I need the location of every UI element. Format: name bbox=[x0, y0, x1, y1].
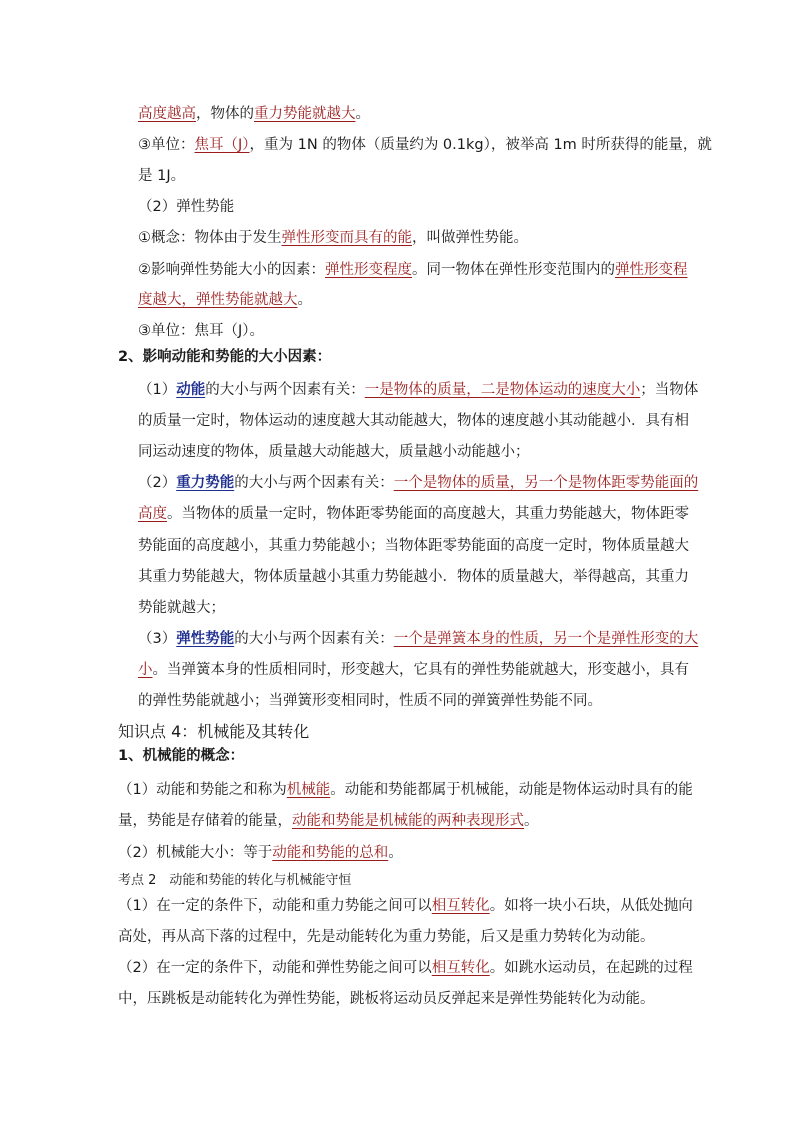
text-segment: （1） bbox=[138, 382, 177, 398]
text-segment: （2）弹性势能 bbox=[138, 199, 235, 215]
key-term: 弹性形变程 bbox=[615, 262, 688, 278]
key-term: 高度越高 bbox=[138, 106, 196, 122]
text-segment: （1）在一定的条件下，动能和重力势能之间可以 bbox=[118, 898, 432, 914]
text-line bbox=[138, 260, 688, 280]
text-segment: 。 bbox=[297, 292, 312, 308]
key-term: 小 bbox=[138, 662, 153, 678]
text-segment: 。 bbox=[355, 106, 370, 122]
text-line bbox=[118, 989, 655, 1009]
text-line bbox=[138, 504, 689, 524]
text-line bbox=[138, 104, 370, 124]
text-line bbox=[138, 290, 312, 310]
text-segment: 势能就越大； bbox=[138, 600, 225, 616]
text-line bbox=[138, 691, 602, 711]
text-segment: （3） bbox=[138, 631, 177, 647]
text-line bbox=[138, 166, 185, 186]
text-line bbox=[118, 927, 655, 947]
key-term: 焦耳（J） bbox=[194, 137, 250, 153]
key-term: 相互转化 bbox=[431, 898, 490, 914]
text-segment: （2） bbox=[138, 475, 177, 491]
text-segment: 。如跳水运动员，在起跳的过程 bbox=[489, 960, 693, 976]
text-segment: 。动能和势能都属于机械能，动能是物体运动时具有的能 bbox=[330, 782, 693, 798]
text-segment: 势能面的高度越小，其重力势能越小；当物体距零势能面的高度一定时，物体质量越大 bbox=[138, 538, 689, 554]
key-term: 一是物体的质量，二是物体运动的速度大小 bbox=[364, 382, 641, 398]
text-segment: 。 bbox=[524, 813, 539, 829]
text-line bbox=[118, 896, 693, 916]
text-segment: 的大小与两个因素有关： bbox=[234, 475, 394, 491]
text-segment: ，重为 1N 的物体（质量约为 0.1kg），被举高 1m 时所获得的能量，就 bbox=[249, 137, 712, 153]
exam-point-heading bbox=[118, 870, 351, 891]
text-line bbox=[138, 660, 689, 680]
key-term: 弹性形变而具有的能 bbox=[281, 230, 412, 246]
text-line bbox=[118, 958, 693, 978]
text-line bbox=[138, 629, 698, 649]
key-concept: 重力势能 bbox=[176, 475, 235, 491]
text-line bbox=[138, 411, 689, 431]
key-term: 一个是物体的质量，另一个是物体距零势能面的 bbox=[393, 475, 699, 491]
text-segment: （1）动能和势能之和称为 bbox=[118, 782, 287, 798]
text-line bbox=[138, 536, 689, 556]
key-term: 动能和势能的总和 bbox=[272, 845, 389, 861]
text-segment: 同运动速度的物体，质量越大动能越大，质量越小动能越小； bbox=[138, 444, 530, 460]
text-segment: 中，压跳板是动能转化为弹性势能，跳板将运动员反弹起来是弹性势能转化为动能。 bbox=[118, 991, 655, 1007]
text-line bbox=[138, 228, 528, 248]
text-segment: 知识点 4：机械能及其转化 bbox=[118, 722, 310, 741]
text-segment: （2）机械能大小：等于 bbox=[118, 845, 273, 861]
key-concept: 动能 bbox=[176, 382, 206, 398]
text-line bbox=[138, 197, 234, 217]
key-term: 高度 bbox=[138, 506, 167, 522]
text-segment: 是 1J。 bbox=[138, 168, 186, 184]
text-line bbox=[138, 598, 225, 618]
text-line bbox=[118, 780, 693, 800]
text-segment: ①概念：物体由于发生 bbox=[138, 230, 282, 246]
text-line bbox=[118, 811, 539, 831]
text-segment: 考点 2 动能和势能的转化与机械能守恒 bbox=[118, 873, 352, 888]
section-heading bbox=[118, 746, 244, 766]
text-line bbox=[138, 442, 530, 462]
text-segment: 的大小与两个因素有关： bbox=[205, 382, 365, 398]
text-segment: ③单位： bbox=[138, 137, 195, 153]
text-segment: 高处，再从高下落的过程中，先是动能转化为重力势能，后又是重力势转化为动能。 bbox=[118, 929, 655, 945]
text-segment: 。 bbox=[388, 845, 403, 861]
key-term: 一个是弹簧本身的性质，另一个是弹性形变的大 bbox=[393, 631, 699, 647]
section-heading bbox=[118, 347, 331, 367]
key-term: 重力势能就越大 bbox=[254, 106, 356, 122]
text-segment: ，叫做弹性势能。 bbox=[412, 230, 528, 246]
text-segment: 其重力势能越大，物体质量越小其重力势能越小．物体的质量越大，举得越高，其重力 bbox=[138, 569, 689, 585]
text-segment: 。当物体的质量一定时，物体距零势能面的高度越大，其重力势能越大，物体距零 bbox=[167, 506, 689, 522]
text-segment: 的弹性势能就越小；当弹簧形变相同时，性质不同的弹簧弹性势能不同。 bbox=[138, 693, 602, 709]
text-segment: 1、机械能的概念： bbox=[118, 748, 245, 764]
key-term: 动能和势能是机械能的两种表现形式 bbox=[292, 813, 524, 829]
key-term: 弹性形变程度 bbox=[325, 262, 412, 278]
text-line bbox=[118, 843, 403, 863]
text-line bbox=[138, 135, 712, 155]
text-segment: 。同一物体在弹性形变范围内的 bbox=[412, 262, 615, 278]
text-segment: ②影响弹性势能大小的因素： bbox=[138, 262, 325, 278]
text-segment: ，物体的 bbox=[196, 106, 254, 122]
text-line bbox=[138, 380, 698, 400]
key-term: 机械能 bbox=[286, 782, 331, 798]
text-segment: 2、影响动能和势能的大小因素： bbox=[118, 349, 332, 365]
key-concept: 弹性势能 bbox=[176, 631, 235, 647]
text-segment: 的质量一定时，物体运动的速度越大其动能越大，物体的速度越小其动能越小．具有相 bbox=[138, 413, 689, 429]
text-segment: （2）在一定的条件下，动能和弹性势能之间可以 bbox=[118, 960, 432, 976]
text-segment: ③单位：焦耳（J）。 bbox=[138, 323, 265, 339]
text-line bbox=[138, 473, 698, 493]
text-line bbox=[138, 321, 264, 341]
key-term: 度越大，弹性势能就越大 bbox=[138, 292, 298, 308]
text-segment: 量，势能是存储着的能量， bbox=[118, 813, 292, 829]
key-term: 相互转化 bbox=[431, 960, 490, 976]
text-segment: 。当弹簧本身的性质相同时，形变越大，它具有的弹性势能就越大，形变越小，具有 bbox=[152, 662, 689, 678]
knowledge-point-heading bbox=[118, 722, 309, 743]
text-segment: 。如将一块小石块，从低处抛向 bbox=[489, 898, 693, 914]
text-segment: ；当物体 bbox=[640, 382, 699, 398]
text-segment: 的大小与两个因素有关： bbox=[234, 631, 394, 647]
text-line bbox=[138, 567, 689, 587]
